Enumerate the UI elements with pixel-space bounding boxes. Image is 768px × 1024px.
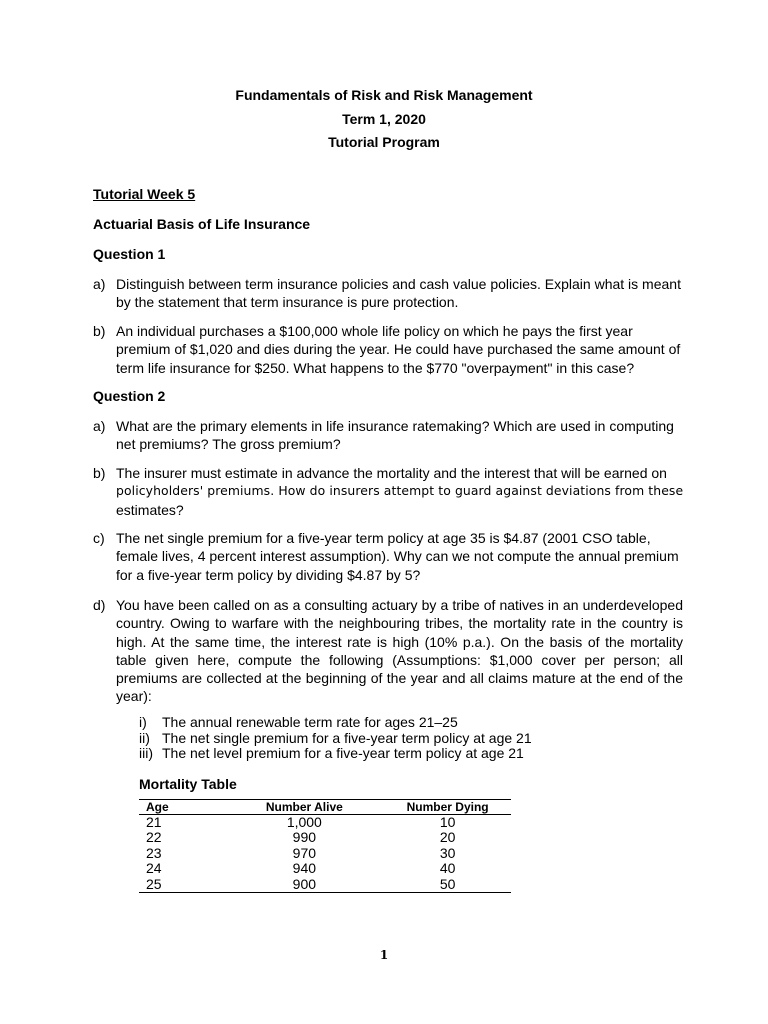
cell-number-dying: 10	[439, 814, 456, 830]
table-header-row	[139, 800, 511, 815]
question-1-heading: Question 1	[93, 246, 166, 262]
table-row	[139, 830, 511, 845]
item-text-line: The insurer must estimate in advance the mortality and the interest that will be earned on	[116, 465, 667, 481]
question-2-heading: Question 2	[93, 388, 166, 404]
item-label: b)	[93, 465, 106, 481]
cell-number-dying: 50	[384, 877, 511, 893]
topic-heading: Actuarial Basis of Life Insurance	[93, 216, 311, 232]
table-row	[139, 846, 511, 861]
cell-age: 24	[146, 860, 162, 877]
question-2b	[93, 464, 683, 519]
question-2d	[93, 596, 683, 706]
document-subtitle: Tutorial Program	[328, 134, 440, 150]
item-label: a)	[93, 276, 106, 292]
mortality-table	[139, 799, 511, 893]
cell-number-dying: 20	[439, 829, 456, 846]
cell-number-dying: 30	[439, 844, 456, 861]
column-header-number-alive: Number Alive	[224, 800, 384, 815]
sub-item-label: iii)	[139, 745, 153, 761]
question-2a	[93, 417, 683, 454]
cell-age: 25	[139, 877, 224, 893]
cell-number-alive: 940	[292, 860, 317, 877]
sub-item-text: The annual renewable term rate for ages 21–25	[162, 714, 458, 730]
column-header-age: Age	[139, 800, 224, 815]
tutorial-week-heading: Tutorial Week 5	[93, 186, 196, 202]
item-text-line: policyholders' premiums. How do insurers attempt to guard against deviations from these	[116, 483, 684, 499]
cell-number-dying: 40	[439, 860, 456, 877]
table-row	[139, 861, 511, 876]
cell-age: 23	[146, 844, 162, 861]
cell-number-alive: 990	[292, 829, 317, 846]
item-label: d)	[93, 597, 106, 613]
page-number: 1	[379, 948, 389, 962]
cell-number-alive: 900	[224, 877, 384, 893]
cell-age: 21	[146, 814, 162, 830]
sub-item-label: i)	[139, 714, 147, 730]
sub-item-text: The net single premium for a five-year term policy at age 21	[162, 729, 532, 746]
sub-item-label: ii)	[139, 729, 150, 746]
item-text: The net single premium for a five-year term policy at age 35 is $4.87 (2001 CSO table, female lives, 4 percent interest assumption). Why can we not compute the annual premium for a five-year term policy by dividing $4.87 by 5?	[116, 530, 679, 583]
mortality-table-title: Mortality Table	[139, 776, 237, 792]
question-2c	[93, 529, 683, 584]
table-row	[139, 815, 511, 831]
item-text	[116, 464, 683, 519]
item-text: An individual purchases a $100,000 whole life policy on which he pays the first year premium of $1,020 and dies during the year. He could have purchased the same amount of term life insurance for $250. What happens to the $770 "overpayment" in this case?	[116, 323, 681, 376]
question-1b	[93, 322, 683, 377]
cell-age: 22	[146, 829, 162, 846]
column-header-number-dying: Number Dying	[384, 800, 511, 815]
item-text: Distinguish between term insurance policies and cash value policies. Explain what is meant by the statement that term insurance is pure protection.	[116, 276, 681, 311]
document-term: Term 1, 2020	[342, 111, 426, 127]
cell-number-alive: 1,000	[286, 814, 322, 830]
sub-item-text: The net level premium for a five-year term policy at age 21	[162, 745, 524, 761]
item-text: You have been called on as a consulting actuary by a tribe of natives in an underdeveloped country. Owing to warfare with the neighbouring tribes, the mortality rate in the country is high. At the same time, the interest rate is high (10% p.a.). On the basis of the mortality table given here, compute the following (Assumptions: $1,000 cover per person; all premiums are collected at the beginning of the year and all claims mature at the end of the year):	[116, 597, 683, 705]
cell-number-alive: 970	[292, 844, 317, 861]
item-label: c)	[93, 530, 105, 546]
item-text-line: estimates?	[116, 501, 184, 518]
question-1a	[93, 275, 683, 312]
item-label: a)	[93, 418, 106, 434]
item-label: b)	[93, 323, 106, 339]
item-text: What are the primary elements in life insurance ratemaking? Which are used in computing net premiums? The gross premium?	[116, 418, 674, 453]
document-title: Fundamentals of Risk and Risk Management	[235, 87, 533, 103]
table-row	[139, 877, 511, 893]
